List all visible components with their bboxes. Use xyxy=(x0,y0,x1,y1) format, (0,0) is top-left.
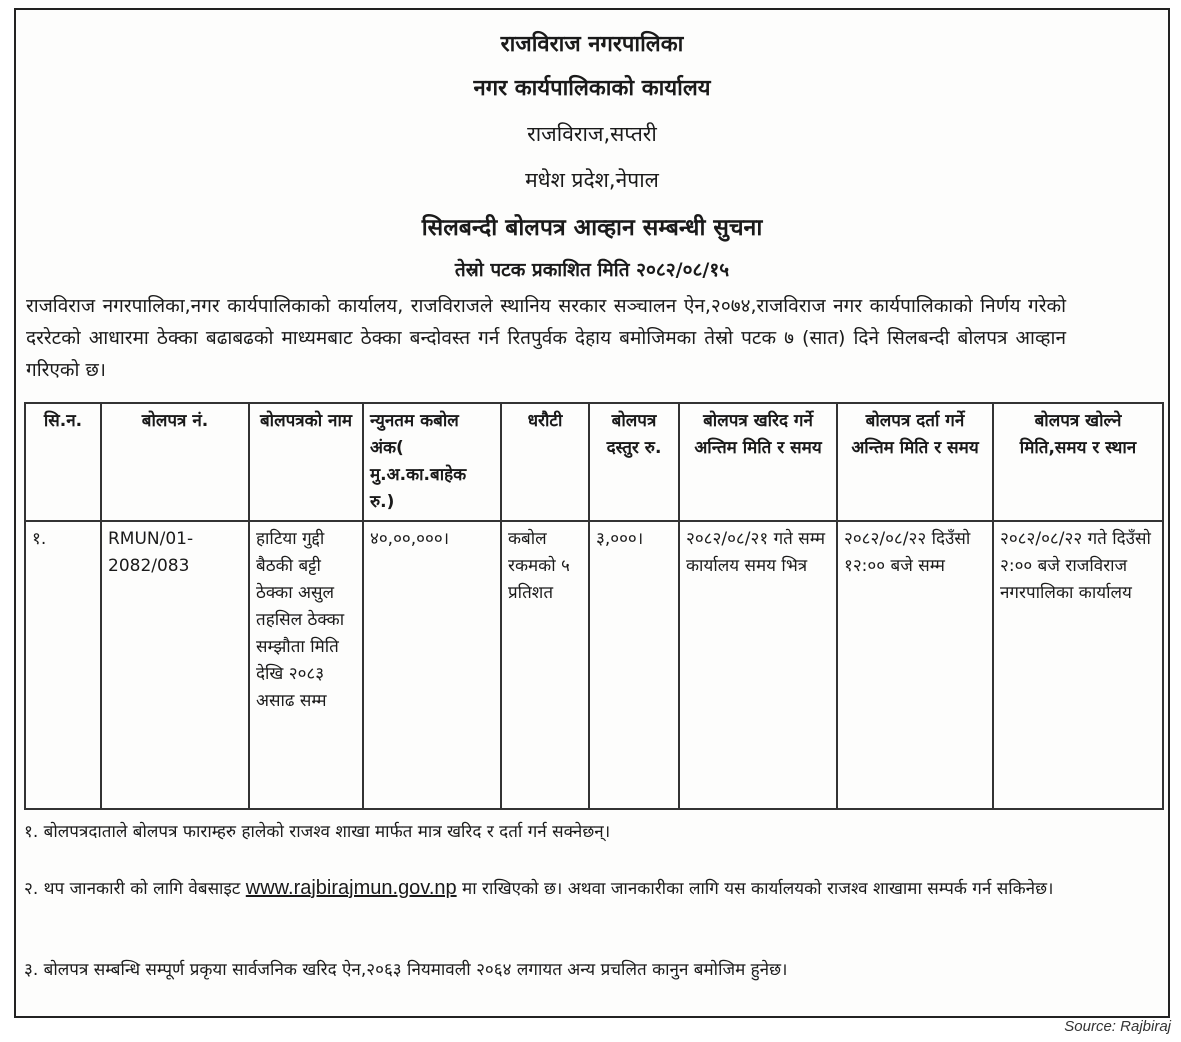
publish-date: तेस्रो पटक प्रकाशित मिति २०८२/०८/१५ xyxy=(454,259,730,281)
cell-purchase-deadline: २०८२/०८/२१ गते सम्म कार्यालय समय भित्र xyxy=(679,521,837,809)
col-deposit: धरौटी xyxy=(501,403,589,521)
col-tender-no: बोलपत्र नं. xyxy=(101,403,249,521)
col-purchase-deadline: बोलपत्र खरिद गर्ने अन्तिम मिति र समय xyxy=(679,403,837,521)
note-2-text: २. थप जानकारी को लागि वेबसाइट xyxy=(24,879,241,899)
notice-title: सिलबन्दी बोलपत्र आव्हान सम्बन्धी सुचना xyxy=(421,215,763,241)
note-2-rest: मा राखिएको छ। अथवा जानकारीका लागि यस कार्यालयको राजश्व शाखामा सम्पर्क गर्न सकिनेछ। xyxy=(462,879,1054,899)
note-2 xyxy=(24,872,1064,905)
province: मधेश प्रदेश,नेपाल xyxy=(525,168,659,192)
notice-document xyxy=(14,8,1170,1018)
table-row xyxy=(25,521,1163,809)
website-link[interactable]: www.rajbirajmun.gov.np xyxy=(245,877,457,899)
table-header-row xyxy=(25,403,1163,521)
municipality-name: राजविराज नगरपालिका xyxy=(500,32,684,57)
cell-opening: २०८२/०८/२२ गते दिउँसो २:०० बजे राजविराज नगरपालिका कार्यालय xyxy=(993,521,1163,809)
tender-table xyxy=(24,402,1164,810)
note-1: १. बोलपत्रदाताले बोलपत्र फाराम्हरु हालेको राजश्व शाखा मार्फत मात्र खरिद र दर्ता गर्न सक्नेछन्। xyxy=(24,822,611,842)
source-caption: Source: Rajbiraj xyxy=(1064,1018,1171,1035)
cell-register-deadline: २०८२/०८/२२ दिउँसो १२:०० बजे सम्म xyxy=(837,521,993,809)
cell-sn: १. xyxy=(25,521,101,809)
col-fee: बोलपत्र दस्तुर रु. xyxy=(589,403,679,521)
note-3: ३. बोलपत्र सम्बन्धि सम्पूर्ण प्रकृया सार्वजनिक खरिद ऐन,२०६३ नियमावली २०६४ लगायत अन्य प्रचलित कानुन बमोजिम हुनेछ। xyxy=(24,960,788,980)
col-min-bid: न्युनतम कबोल अंक( मु.अ.का.बाहेक रु.) xyxy=(363,403,501,521)
cell-min-bid: ४०,००,०००। xyxy=(363,521,501,809)
col-tender-name: बोलपत्रको नाम xyxy=(249,403,363,521)
col-register-deadline: बोलपत्र दर्ता गर्ने अन्तिम मिति र समय xyxy=(837,403,993,521)
cell-fee: ३,०००। xyxy=(589,521,679,809)
col-opening: बोलपत्र खोल्ने मिति,समय र स्थान xyxy=(993,403,1163,521)
cell-deposit: कबोल रकमको ५ प्रतिशत xyxy=(501,521,589,809)
office-location: राजविराज,सप्तरी xyxy=(527,122,657,146)
cell-tender-name: हाटिया गुद्दी बैठकी बट्टी ठेक्का असुल तहसिल ठेक्का सम्झौता मिति देखि २०८३ असाढ सम्म xyxy=(249,521,363,809)
office-name: नगर कार्यपालिकाको कार्यालय xyxy=(473,76,711,101)
cell-tender-no: RMUN/01-2082/083 xyxy=(101,521,249,809)
col-sn: सि.न. xyxy=(25,403,101,521)
intro-paragraph: राजविराज नगरपालिका,नगर कार्यपालिकाको कार्यालय, राजविराजले स्थानिय सरकार सञ्चालन ऐन,२०७४,राजविराज नगर कार्यपालिकाको निर्णय गरेको दररेटको आधारमा ठेक्का बढाबढको माध्यमबाट ठेक्का बन्दोवस्त गर्न रितपुर्वक देहाय बमोजिमका तेस्रो पटक ७ (सात) दिने सिलबन्दी बोलपत्र आव्हान गरिएको छ। xyxy=(26,295,1066,381)
